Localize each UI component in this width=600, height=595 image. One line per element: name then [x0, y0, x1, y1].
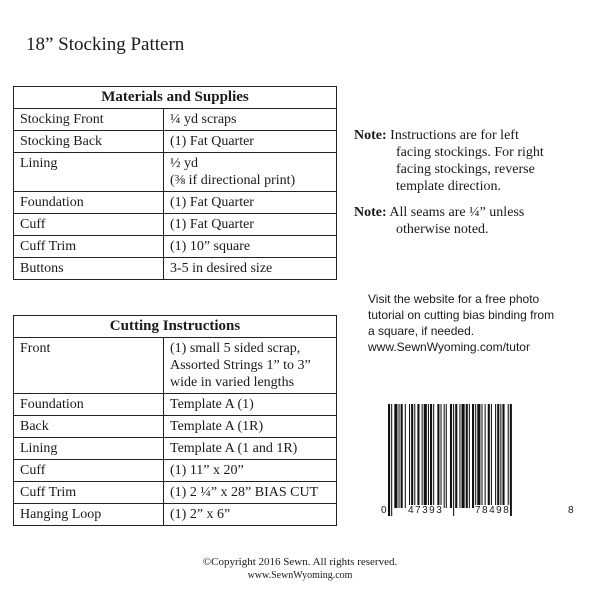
barcode-bar — [441, 404, 442, 508]
item-name: Front — [14, 338, 164, 394]
barcode-bar — [502, 404, 504, 508]
item-value: (1) 11” x 20” — [164, 460, 337, 482]
barcode-bar — [475, 404, 476, 508]
barcode-digits-left: 47393 — [408, 505, 444, 516]
barcode-bar — [409, 404, 410, 508]
barcode-bar — [469, 404, 470, 508]
barcode-bar — [500, 404, 501, 508]
table-row — [14, 192, 337, 214]
table-row — [14, 482, 337, 504]
item-value-line: ½ yd — [170, 156, 198, 171]
barcode-bar — [428, 404, 429, 508]
barcode-bar — [411, 404, 413, 508]
barcode-bar — [485, 404, 486, 508]
note-line: facing stockings. For right — [396, 145, 544, 160]
barcode-bar — [510, 404, 512, 516]
footer-website[interactable]: www.SewnWyoming.com — [247, 570, 353, 581]
item-name: Buttons — [14, 258, 164, 280]
note-line: otherwise noted. — [396, 222, 489, 237]
barcode-digit: 0 — [381, 505, 389, 516]
note-left-facing — [354, 127, 594, 195]
website-note-line: tutorial on cutting bias binding from — [368, 308, 555, 322]
page-title: 18” Stocking Pattern — [26, 34, 185, 55]
barcode-bar — [508, 404, 509, 508]
note-line: All seams are ¼” unless — [389, 205, 525, 220]
barcode-bar — [444, 404, 445, 508]
note-label: Note: — [354, 205, 387, 220]
note-line: template direction. — [396, 179, 501, 194]
item-name: Cuff Trim — [14, 482, 164, 504]
item-value: Template A (1R) — [164, 416, 337, 438]
barcode-bar — [459, 404, 460, 508]
item-name: Back — [14, 416, 164, 438]
barcode-bar — [455, 404, 457, 508]
table-row — [14, 131, 337, 153]
cutting-header: Cutting Instructions — [14, 316, 337, 338]
barcode-bar — [450, 404, 452, 508]
item-value: 3-5 in desired size — [164, 258, 337, 280]
barcode-bar — [414, 404, 415, 508]
barcode-bar — [394, 404, 397, 508]
barcode-bar — [422, 404, 423, 508]
item-name: Cuff Trim — [14, 236, 164, 258]
item-name: Stocking Back — [14, 131, 164, 153]
table-row — [14, 109, 337, 131]
item-value-line: Assorted Strings 1” to 3” — [170, 358, 311, 373]
barcode-bar — [477, 404, 480, 508]
item-name: Stocking Front — [14, 109, 164, 131]
cutting-table — [13, 315, 337, 526]
item-value: (1) 2” x 6” — [164, 504, 337, 526]
note-label: Note: — [354, 128, 387, 143]
item-name: Foundation — [14, 394, 164, 416]
barcode-bar — [497, 404, 499, 508]
website-note-line: Visit the website for a free photo — [368, 292, 540, 306]
table-row — [14, 394, 337, 416]
note-seams — [354, 204, 594, 238]
item-name: Lining — [14, 438, 164, 460]
barcode-bar — [453, 404, 454, 516]
item-name: Cuff — [14, 214, 164, 236]
barcode-graphic — [380, 404, 580, 516]
item-name: Lining — [14, 153, 164, 192]
item-name: Hanging Loop — [14, 504, 164, 526]
table-row — [14, 416, 337, 438]
item-value — [164, 153, 337, 192]
barcode-bar — [433, 404, 434, 508]
barcode-bar — [491, 404, 492, 508]
barcode-bar — [466, 404, 468, 508]
note-line: facing stockings, reverse — [396, 162, 535, 177]
copyright: ©Copyright 2016 Sewn. All rights reserved. — [202, 556, 398, 568]
item-name: Foundation — [14, 192, 164, 214]
table-row — [14, 460, 337, 482]
website-note-line: a square, if needed. — [368, 324, 475, 338]
table-row — [14, 236, 337, 258]
barcode-bar — [424, 404, 427, 508]
barcode-bar — [488, 404, 490, 508]
item-value: Template A (1 and 1R) — [164, 438, 337, 460]
barcode-bar — [430, 404, 432, 508]
table-row — [14, 438, 337, 460]
barcode-bar — [495, 404, 496, 508]
barcode-check-digit: 8 — [568, 505, 576, 516]
barcode-bar — [446, 404, 447, 508]
barcode-bar — [417, 404, 419, 508]
table-row — [14, 258, 337, 280]
barcode-bar — [472, 404, 474, 508]
item-value: (1) 2 ¼” x 28” BIAS CUT — [164, 482, 337, 504]
tutorial-link[interactable]: www.SewnWyoming.com/tutor — [368, 340, 530, 354]
barcode-bar — [481, 404, 482, 508]
item-value — [164, 338, 337, 394]
materials-table — [13, 86, 337, 280]
barcode-bar — [462, 404, 465, 508]
item-value: (1) Fat Quarter — [164, 192, 337, 214]
item-value-line: wide in varied lengths — [170, 375, 295, 390]
item-value-line: (⅜ if directional print) — [170, 173, 296, 188]
table-row — [14, 153, 337, 192]
barcode-bar — [399, 404, 400, 508]
barcode-digits-right: 78498 — [475, 505, 511, 516]
item-value: ¼ yd scraps — [164, 109, 337, 131]
item-value-line: (1) small 5 sided scrap, — [170, 341, 301, 356]
table-row — [14, 214, 337, 236]
barcode-bar — [437, 404, 439, 508]
item-value: (1) Fat Quarter — [164, 214, 337, 236]
barcode-bar — [401, 404, 403, 508]
table-row — [14, 504, 337, 526]
barcode-bar — [405, 404, 406, 508]
item-name: Cuff — [14, 460, 164, 482]
item-value: Template A (1) — [164, 394, 337, 416]
website-note — [368, 291, 593, 355]
barcode-bar — [391, 404, 392, 516]
barcode-bar — [388, 404, 390, 516]
table-row — [14, 338, 337, 394]
item-value: (1) Fat Quarter — [164, 131, 337, 153]
item-value: (1) 10” square — [164, 236, 337, 258]
note-line: Instructions are for left — [390, 128, 519, 143]
materials-header: Materials and Supplies — [14, 87, 337, 109]
